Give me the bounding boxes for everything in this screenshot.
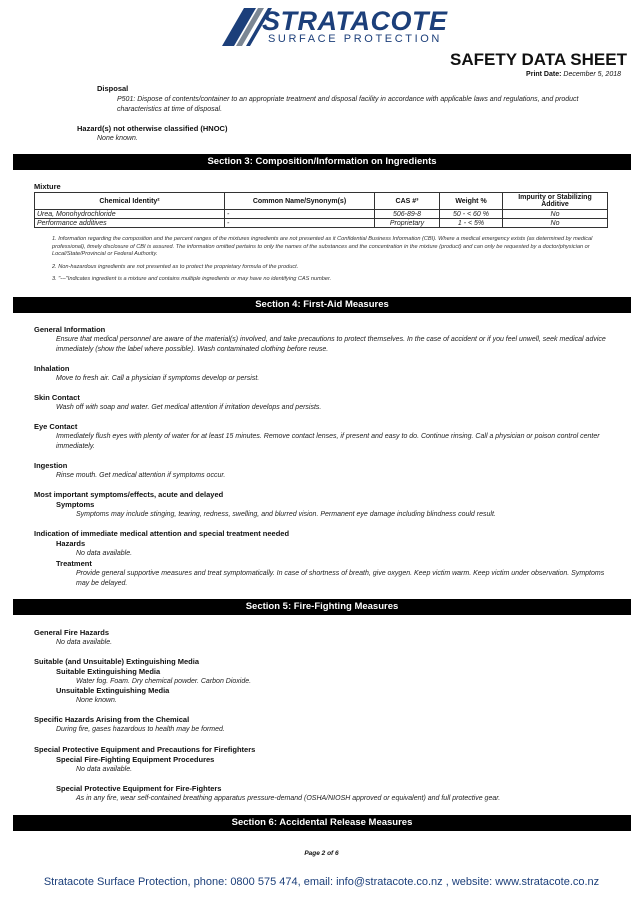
cell-impurity: No — [503, 219, 608, 228]
treatment-subheading: Treatment — [56, 559, 92, 568]
mixture-label: Mixture — [34, 182, 61, 191]
suitable-media-subheading: Suitable Extinguishing Media — [56, 667, 161, 676]
print-date-value: December 5, 2018 — [563, 71, 621, 78]
skin-contact-heading: Skin Contact — [34, 393, 80, 402]
cell-chemical: Performance additives — [35, 219, 225, 228]
document-title: SAFETY DATA SHEET — [450, 50, 627, 69]
table-header-row — [35, 193, 608, 210]
cell-common-name: - — [225, 219, 375, 228]
skin-contact-text: Wash off with soap and water. Get medical attention if irritation develops and persists. — [56, 404, 322, 411]
inhalation-text: Move to fresh air. Call a physician if symptoms develop or persist. — [56, 375, 260, 382]
general-info-text: Ensure that medical personnel are aware of the material(s) involved, and take precautions to protect themselves. In the case of accident or if you feel unwell, seek medical advice immediately (show the label where possible). Wash contaminated clothing before reuse. — [56, 336, 606, 353]
footnote-1: 1. Information regarding the composition and the percent ranges of the mixtures ingredients are not presented as it Confidential Business Information (CBI). Where a medical emergency exists (as determined by medical professional), timely disclosure of CBI is assured. The information omitted pertains to only the names of the substances and the concentration in the mixture (product) and can only be requested by a doctor/physician or Local/State/Provincial or Federal Authority. — [52, 236, 593, 257]
section-3-header: Section 3: Composition/Information on Ingredients — [13, 154, 631, 170]
ppe-heading: Special Protective Equipment and Precautions for Firefighters — [34, 745, 256, 754]
col-chemical-identity: Chemical Identity² — [35, 193, 225, 210]
section-6-header: Section 6: Accidental Release Measures — [13, 815, 631, 831]
specific-hazards-heading: Specific Hazards Arising from the Chemical — [34, 715, 190, 724]
protective-equipment-text: As in any fire, wear self-contained breathing apparatus pressure-demand (OSHA/NIOSH approved or equivalent) and full protective gear. — [76, 795, 501, 802]
hnoc-text: None known. — [97, 135, 138, 142]
cell-cas: 506-89-8 — [375, 210, 440, 219]
indication-heading: Indication of immediate medical attention and special treatment needed — [34, 529, 290, 538]
print-date-label: Print Date: — [526, 71, 562, 78]
ingestion-heading: Ingestion — [34, 461, 68, 470]
page-number: Page 2 of 6 — [304, 850, 339, 857]
hazards-text: No data available. — [76, 550, 133, 557]
print-date — [526, 71, 621, 78]
section-4-header: Section 4: First-Aid Measures — [13, 297, 631, 313]
cell-cas: Proprietary — [375, 219, 440, 228]
general-info-heading: General Information — [34, 325, 106, 334]
cell-weight: 50 - < 60 % — [440, 210, 503, 219]
fire-procedures-text: No data available. — [76, 766, 133, 773]
footnote-3: 3. "---"Indicates ingredient is a mixture and contains multiple ingredients or may have no identifying CAS number. — [52, 276, 332, 282]
specific-hazards-text: During fire, gases hazardous to health may be formed. — [56, 726, 225, 733]
composition-table — [34, 192, 608, 228]
eye-contact-heading: Eye Contact — [34, 422, 78, 431]
col-cas: CAS #³ — [375, 193, 440, 210]
hazards-subheading: Hazards — [56, 539, 86, 548]
logo-tagline: SURFACE PROTECTION — [268, 33, 442, 45]
general-fire-hazards-text: No data available. — [56, 639, 113, 646]
col-common-name: Common Name/Synonym(s) — [225, 193, 375, 210]
cell-common-name: - — [225, 210, 375, 219]
col-weight: Weight % — [440, 193, 503, 210]
footer-contact: Stratacote Surface Protection, phone: 0800 575 474, email: info@stratacote.co.nz , website: www.stratacote.co.nz — [43, 876, 600, 888]
footnote-2: 2. Non-hazardous ingredients are not presented as to protect the proprietary formula of the product. — [52, 264, 299, 270]
table-row — [35, 219, 608, 228]
inhalation-heading: Inhalation — [34, 364, 70, 373]
col-impurity: Impurity or Stabilizing Additive — [503, 193, 608, 210]
cell-impurity: No — [503, 210, 608, 219]
disposal-heading: Disposal — [97, 84, 129, 93]
cell-chemical: Urea, Monohydrochloride — [35, 210, 225, 219]
hnoc-heading: Hazard(s) not otherwise classified (HNOC) — [77, 124, 228, 133]
logo-wordmark: STRATACOTE — [262, 6, 448, 36]
fire-procedures-subheading: Special Fire-Fighting Equipment Procedures — [56, 755, 215, 764]
extinguishing-media-heading: Suitable (and Unsuitable) Extinguishing Media — [34, 657, 200, 666]
protective-equipment-subheading: Special Protective Equipment for Fire-Fighters — [56, 784, 222, 793]
general-fire-hazards-heading: General Fire Hazards — [34, 628, 110, 637]
eye-contact-text: Immediately flush eyes with plenty of water for at least 15 minutes. Remove contact lenses, if present and easy to do. Continue rinsing. Call a physician or poison control center immediately. — [56, 433, 600, 450]
section-5-header: Section 5: Fire-Fighting Measures — [13, 599, 631, 615]
symptoms-text: Symptoms may include stinging, tearing, redness, swelling, and blurred vision. Permanent eye damage including blindness could result. — [76, 511, 496, 518]
unsuitable-media-text: None known. — [76, 697, 117, 704]
table-row — [35, 210, 608, 219]
cell-weight: 1 - < 5% — [440, 219, 503, 228]
unsuitable-media-subheading: Unsuitable Extinguishing Media — [56, 686, 170, 695]
suitable-media-text: Water fog. Foam. Dry chemical powder. Carbon Dioxide. — [76, 678, 252, 685]
symptoms-heading: Most important symptoms/effects, acute and delayed — [34, 490, 224, 499]
disposal-text: P501: Dispose of contents/container to an appropriate treatment and disposal facility in accordance with applicable laws and regulations, and product characteristics at time of disposal. — [117, 96, 579, 113]
symptoms-subheading: Symptoms — [56, 500, 95, 509]
treatment-text: Provide general supportive measures and treat symptomatically. In case of shortness of breath, give oxygen. Keep victim warm. Keep victim under observation. Symptoms may be delayed. — [76, 570, 605, 587]
ingestion-text: Rinse mouth. Get medical attention if symptoms occur. — [56, 472, 226, 479]
